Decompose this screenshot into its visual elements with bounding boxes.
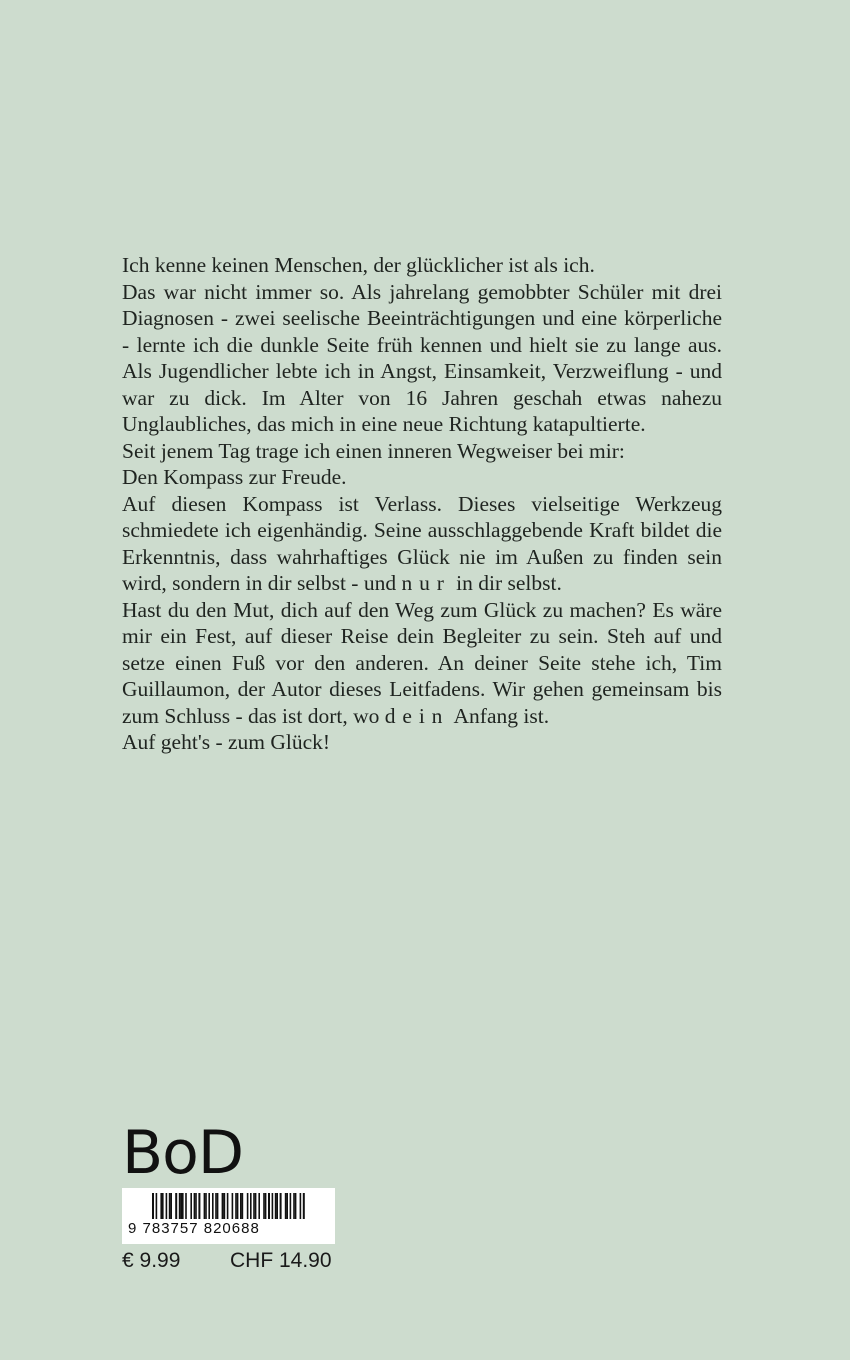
price-euro: € 9.99 [122, 1249, 181, 1272]
barcode-bar [198, 1193, 200, 1219]
blurb-p5-text-b: in dir selbst. [456, 571, 562, 595]
barcode-bar [212, 1193, 214, 1219]
barcode-bar [263, 1193, 265, 1219]
barcode-bar [170, 1193, 172, 1219]
blurb-paragraph-1: Ich kenne keinen Menschen, der glücklicher ist als ich. [122, 253, 595, 277]
barcode-bar [293, 1193, 295, 1219]
blurb-paragraph-2: Das war nicht immer so. Als jahrelang gemobbter Schüler mit drei Diagnosen - zwei seelische Beeinträchtigungen und eine körperliche - lernte ich die dunkle Seite früh kennen und hielt sie zu lange aus. Als Jugendlicher lebte ich in Angst, Einsamkeit, Verzweiflung - und war zu dick. Im Alter von 16 Jahren geschah etwas nahezu Unglaubliches, das mich in eine neue Richtung katapultierte. [122, 279, 722, 436]
barcode-bar [169, 1193, 171, 1219]
publisher-logo: BoD [122, 1118, 244, 1188]
blurb-paragraph-3: Seit jenem Tag trage ich einen inneren Wegweiser bei mir: [122, 438, 625, 463]
barcode-bar [204, 1193, 206, 1219]
price-chf: CHF 14.90 [230, 1249, 332, 1272]
barcode-bar [179, 1193, 181, 1219]
barcode-bar [285, 1193, 287, 1219]
barcode-bar [190, 1193, 192, 1219]
barcode-bar [194, 1193, 196, 1219]
barcode-bar [215, 1193, 217, 1219]
barcode-bar [280, 1193, 282, 1219]
barcode-bar [240, 1193, 242, 1219]
barcode-bars [122, 1188, 335, 1220]
barcode-bar [258, 1193, 260, 1219]
barcode-bar [182, 1193, 184, 1219]
isbn-barcode [122, 1188, 335, 1244]
barcode-bar [265, 1193, 267, 1219]
barcode-bar [286, 1193, 288, 1219]
barcode-bar [166, 1193, 168, 1219]
barcode-bar [222, 1193, 224, 1219]
barcode-bar [295, 1193, 297, 1219]
barcode-bar [185, 1193, 187, 1219]
barcode-bar [275, 1193, 277, 1219]
blurb-paragraph-4: Den Kompass zur Freude. [122, 465, 347, 489]
barcode-bar [242, 1193, 244, 1219]
blurb-p6-text-a: Hast du den Mut, dich auf den Weg zum Glück zu machen? Es wäre mir ein Fest, auf dieser Reise dein Begleiter zu sein. Steh auf und setze einen Fuß vor den anderen. An deiner Seite stehe ich, Tim Guillaumon, der Autor dieses Leitfadens. Wir gehen gemeinsam bis zum Schluss - das ist dort, wo [122, 597, 722, 728]
barcode-bar [162, 1193, 164, 1219]
barcode-bar [250, 1193, 252, 1219]
barcode-bar [224, 1193, 226, 1219]
barcode-bar [290, 1193, 292, 1219]
blurb-paragraph-7: Auf geht's - zum Glück! [122, 730, 331, 754]
barcode-bar [217, 1193, 219, 1219]
barcode-bar [268, 1193, 270, 1219]
back-cover-blurb [122, 252, 722, 756]
barcode-bar [235, 1193, 237, 1219]
barcode-bar [152, 1193, 154, 1219]
barcode-bar [247, 1193, 249, 1219]
barcode-bar [253, 1193, 255, 1219]
blurb-p5-text-a: Auf diesen Kompass ist Verlass. Dieses vielseitige Werkzeug schmiedete ich eigenhändig. Seine ausschlaggebende Kraft bildet die Erkenntnis, dass wahrhaftiges Glück nie im Außen zu finden sein wird, sondern in dir selbst - und [122, 491, 722, 595]
barcode-bar [227, 1193, 229, 1219]
barcode-bar [208, 1193, 210, 1219]
barcode-bar [195, 1193, 197, 1219]
barcode-bar [303, 1193, 305, 1219]
barcode-bar [255, 1193, 257, 1219]
barcode-bar [205, 1193, 207, 1219]
isbn-number: 9 783757 820688 [128, 1220, 260, 1237]
blurb-paragraph-6 [122, 597, 722, 730]
blurb-paragraph-5 [122, 491, 722, 597]
blurb-p6-emphasis: dein [384, 703, 450, 728]
barcode-bar [232, 1193, 234, 1219]
barcode-bar [237, 1193, 239, 1219]
barcode-bar [272, 1193, 274, 1219]
barcode-bar [180, 1193, 182, 1219]
barcode-bar [300, 1193, 302, 1219]
barcode-bar [276, 1193, 278, 1219]
barcode-bar [160, 1193, 162, 1219]
barcode-bar [175, 1193, 177, 1219]
blurb-p5-emphasis: nur [401, 571, 451, 595]
barcode-bar [156, 1193, 158, 1219]
blurb-p6-text-b: Anfang ist. [453, 703, 550, 728]
